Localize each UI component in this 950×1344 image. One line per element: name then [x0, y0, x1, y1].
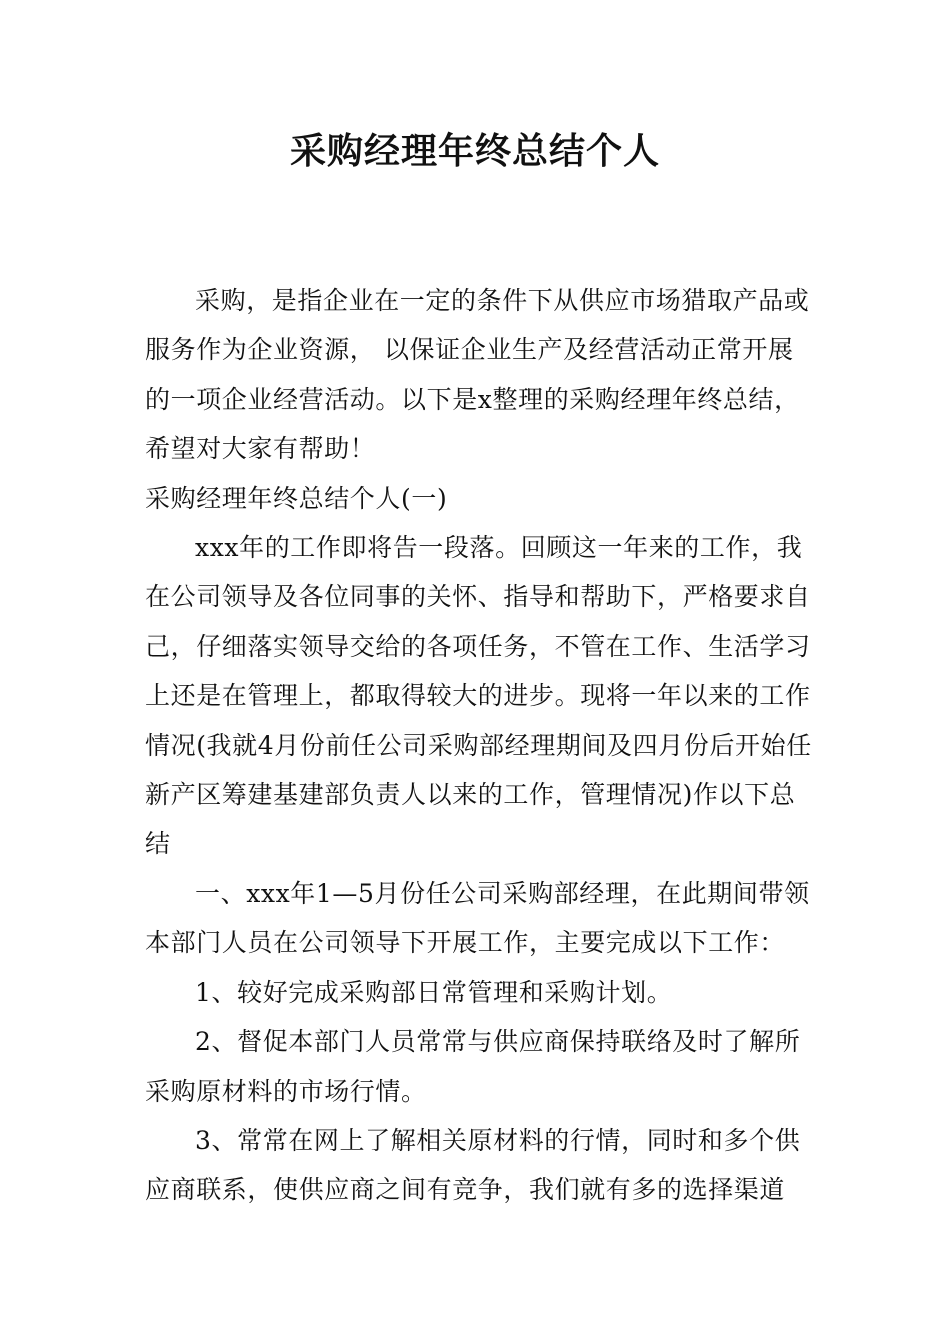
section-heading: 采购经理年终总结个人(一) [145, 483, 448, 513]
list-item: 3、常常在网上了解相关原材料的行情，同时和多个供应商联系，使供应商之间有竞争，我们就有多的选择渠道 [145, 1125, 801, 1205]
body-paragraph: xxx年的工作即将告一段落。回顾这一年来的工作，我在公司领导及各位同事的关怀、指导和帮助下，严格要求自己，仔细落实领导交给的各项任务，不管在工作、生活学习上还是在管理上，都取得较大的进步。现将一年以来的工作情况(我就4月份前任公司采购部经理期间及四月份后开始任新产区筹建基建部负责人以来的工作，管理情况)作以下总结 [145, 533, 812, 859]
list-item: 1、较好完成采购部日常管理和采购计划。 [195, 977, 673, 1007]
list-item: 2、督促本部门人员常常与供应商保持联络及时了解所采购原材料的市场行情。 [145, 1027, 801, 1106]
body-paragraph: 一、xxx年1—5月份任公司采购部经理，在此期间带领本部门人员在公司领导下开展工作，主要完成以下工作： [145, 878, 810, 958]
document-body [145, 276, 815, 1215]
document-title: 采购经理年终总结个人 [289, 131, 660, 172]
intro-paragraph: 采购，是指企业在一定的条件下从供应市场猎取产品或服务作为企业资源， 以保证企业生产及经营活动正常开展的一项企业经营活动。以下是x整理的采购经理年终总结，希望对大家有帮助！ [145, 286, 810, 464]
